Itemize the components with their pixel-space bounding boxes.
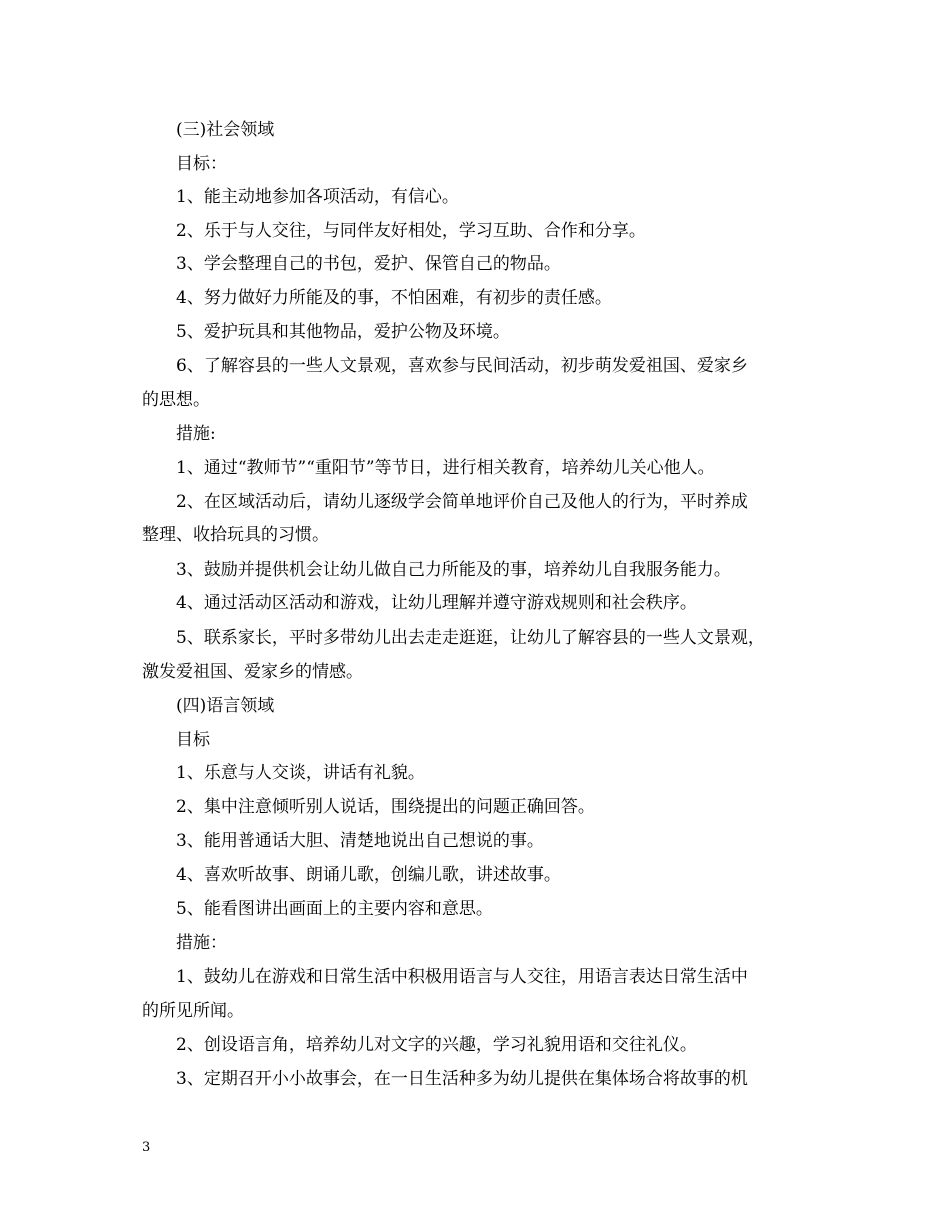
paragraph-line: 1、通过“教师节”“重阳节”等节日，进行相关教育，培养幼儿关心他人。	[176, 458, 715, 478]
paragraph-line: 1、乐意与人交谈，讲话有礼貌。	[176, 763, 425, 783]
paragraph-line: 5、联系家长，平时多带幼儿出去走走逛逛，让幼儿了解容县的一些人文景观，	[176, 628, 765, 648]
paragraph-line: 3、鼓励并提供机会让幼儿做自己力所能及的事，培养幼儿自我服务能力。	[176, 560, 731, 580]
paragraph-line: 2、乐于与人交往，与同伴友好相处，学习互助、合作和分享。	[176, 221, 646, 241]
measures-label: 措施：	[176, 933, 227, 953]
paragraph-line: 2、在区域活动后，请幼儿逐级学会简单地评价自己及他人的行为，平时养成	[176, 492, 748, 512]
paragraph-line-continuation: 激发爱祖国、爱家乡的情感。	[142, 662, 363, 682]
goals-label: 目标：	[176, 154, 227, 174]
paragraph-line: 4、通过活动区活动和游戏，让幼儿理解并遵守游戏规则和社会秩序。	[176, 593, 697, 613]
paragraph-line: 3、学会整理自己的书包，爱护、保管自己的物品。	[176, 254, 561, 274]
paragraph-line: 1、鼓幼儿在游戏和日常生活中积极用语言与人交往，用语言表达日常生活中	[176, 967, 748, 987]
paragraph-line-continuation: 的所见所闻。	[142, 1001, 244, 1021]
paragraph-line: 5、爱护玩具和其他物品，爱护公物及环境。	[176, 322, 510, 342]
paragraph-line: 4、喜欢听故事、朗诵儿歌，创编儿歌，讲述故事。	[176, 865, 561, 885]
paragraph-line-continuation: 整理、收拾玩具的习惯。	[142, 525, 329, 545]
paragraph-line: 4、努力做好力所能及的事，不怕困难，有初步的责任感。	[176, 288, 612, 308]
section-heading-language: (四)语言领域	[176, 696, 275, 716]
goals-label: 目标	[176, 730, 210, 750]
paragraph-line: 6、了解容县的一些人文景观，喜欢参与民间活动，初步萌发爱祖国、爱家乡	[176, 356, 748, 376]
paragraph-line: 3、能用普通话大胆、清楚地说出自己想说的事。	[176, 831, 544, 851]
section-heading-social: (三)社会领域	[176, 120, 275, 140]
measures-label: 措施:	[176, 424, 216, 444]
paragraph-line: 1、能主动地参加各项活动，有信心。	[176, 187, 459, 207]
paragraph-line-continuation: 的思想。	[142, 390, 210, 410]
paragraph-line: 2、创设语言角，培养幼儿对文字的兴趣，学习礼貌用语和交往礼仪。	[176, 1035, 697, 1055]
paragraph-line: 2、集中注意倾听别人说话，围绕提出的问题正确回答。	[176, 797, 595, 817]
paragraph-line: 3、定期召开小小故事会，在一日生活种多为幼儿提供在集体场合将故事的机	[176, 1069, 748, 1089]
page-number: 3	[142, 1140, 151, 1155]
paragraph-line: 5、能看图讲出画面上的主要内容和意思。	[176, 899, 493, 919]
